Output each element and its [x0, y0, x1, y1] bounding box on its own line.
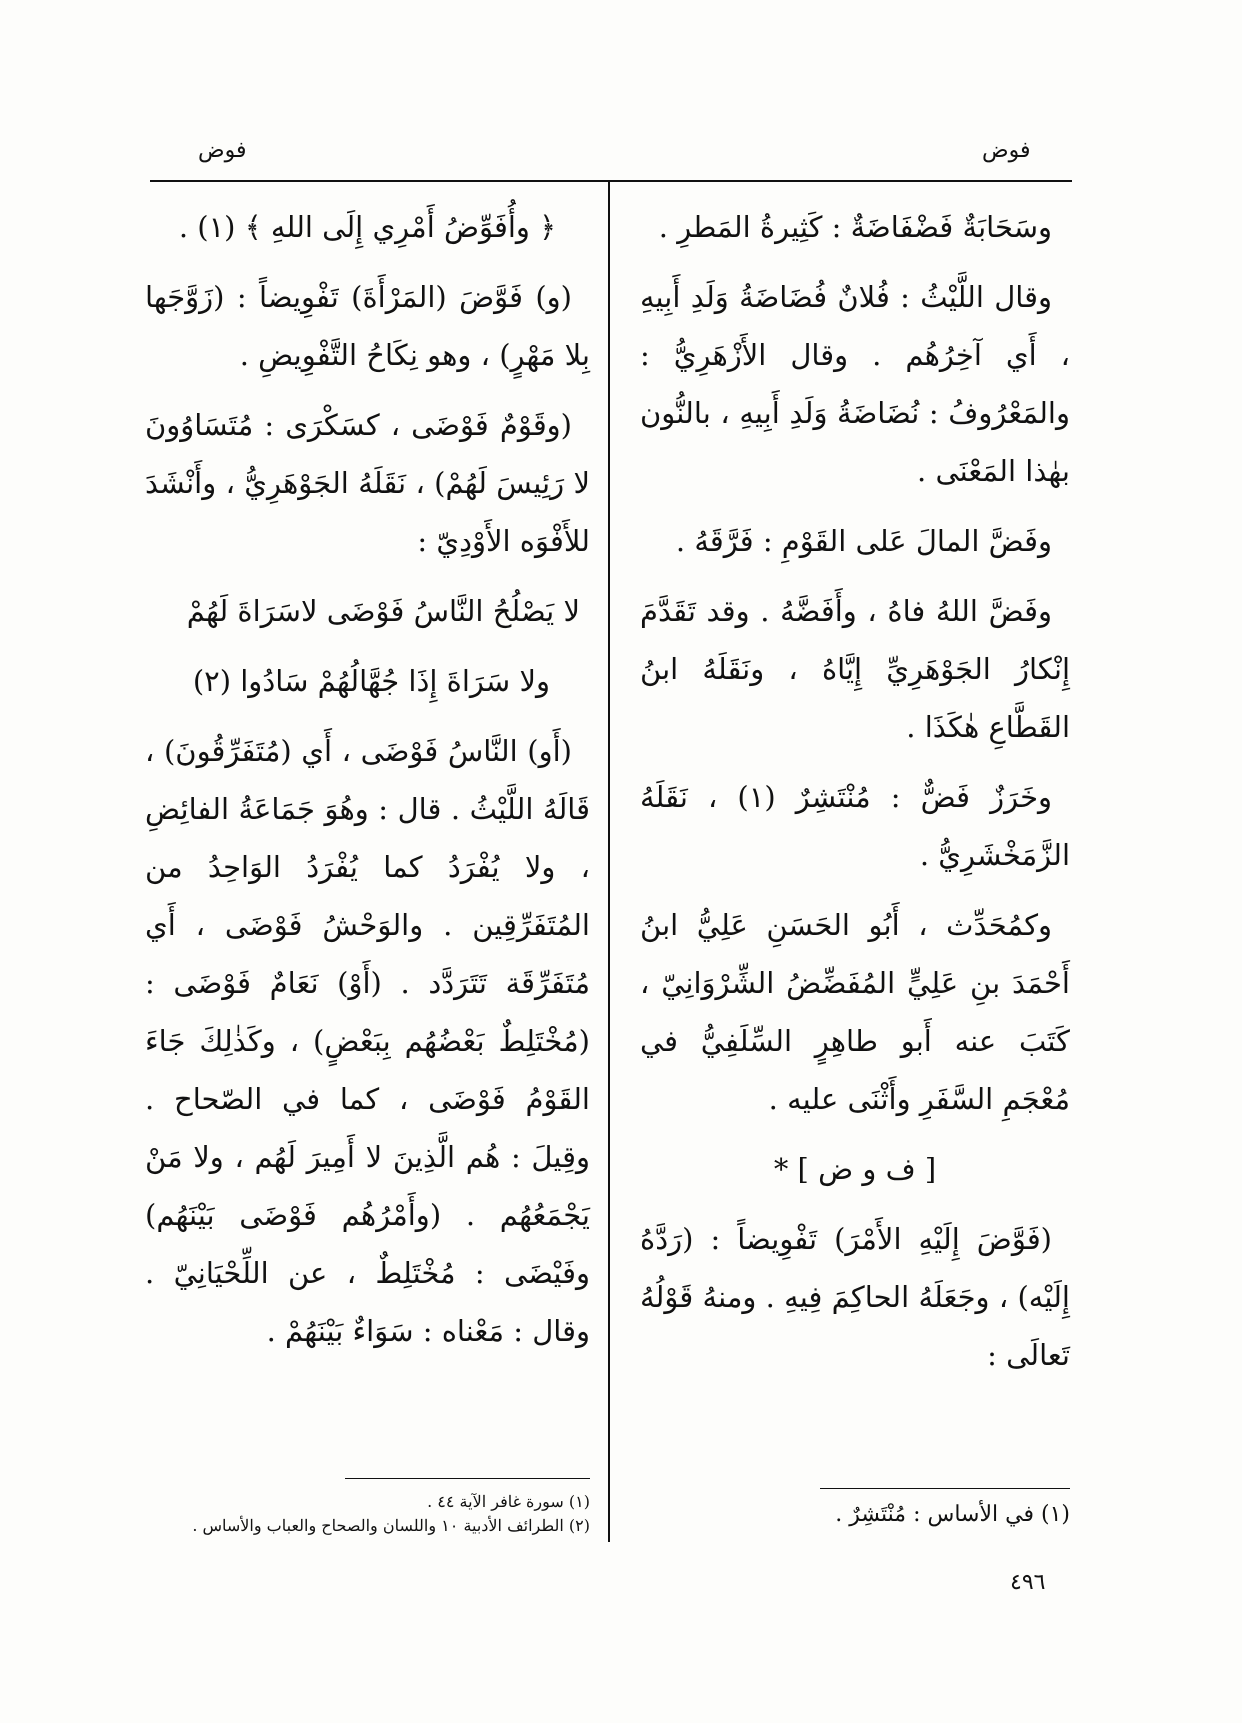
poem-verse-2: ولا سَرَاةَ إِذَا جُهَّالُهُمْ سَادُوا (٢) — [192, 664, 550, 698]
column-divider — [608, 182, 610, 1542]
paragraph: وكمُحَدِّث ، أَبُو الحَسَنِ عَلِيُّ ابنُ أَحْمَدَ بنِ عَلِيٍّ المُفَضِّضُ الشِّرْوَانِيّ ، كَتَبَ عنه أَبو طاهِرٍ السِّلَفِيُّ في مُعْجَمِ السَّفَرِ وأَثْنَى عليه . — [640, 908, 1070, 1116]
running-header-right: فوض — [982, 138, 1031, 163]
header-rule — [150, 180, 1072, 182]
paragraph: وفَضَّ اللهُ فاهُ ، وأَفَضَّهُ . وقد تَقَدَّمَ إِنْكارُ الجَوْهَرِيِّ إِيَّاهُ ، ونَقَلَهُ ابنُ القَطَّاعِ هٰكَذَا . — [640, 594, 1070, 744]
poem-verse-1: لا يَصْلُحُ النَّاسُ فَوْضَى لاسَرَاةَ لَهُمْ — [186, 594, 580, 628]
paragraph: (وقَوْمٌ فَوْضَى ، كسَكْرَى : مُتَسَاوُونَ لا رَئِيسَ لَهُمْ) ، نَقَلَهُ الجَوْهَرِيُّ ، وأَنْشَدَ للأَفْوَه الأَوْدِيّ : — [145, 408, 590, 558]
footnote-right: (١) في الأساس : مُنْتَشِرٌ . — [835, 1502, 1070, 1527]
footnote-rule-left — [345, 1478, 590, 1479]
footnote: (٢) الطرائف الأدبية ١٠ واللسان والصحاح والعباب والأساس . — [192, 1516, 590, 1535]
paragraph: وقال اللَّيْثُ : فُلانٌ فُضَاضَةُ وَلَدِ أَبِيهِ ، أَي آخِرُهُم . وقال الأَزْهَرِيُّ : والمَعْرُوفُ : نُضَاضَةُ وَلَدِ أَبِيهِ ، بالنُّون بهٰذا المَعْنَى . — [640, 280, 1070, 488]
footnotes-left — [145, 1490, 590, 1538]
footnote: (١) سورة غافر الآية ٤٤ . — [427, 1492, 590, 1511]
running-header-left: فوض — [198, 138, 247, 163]
paragraph: وفَضَّ المالَ عَلى القَوْمِ : فَرَّقَهُ . — [675, 524, 1052, 558]
paragraph: (أَو) النَّاسُ فَوْضَى ، أَي (مُتَفَرِّقُونَ) ، قَالَهُ اللَّيْثُ . قال : وهُوَ جَمَاعَةُ الفائِضِ ، ولا يُفْرَدُ كما يُفْرَدُ الوَاحِدُ من المُتَفَرِّقِين . والوَحْشُ فَوْضَى ، أَي مُتَفَرِّقَة تَتَرَدَّد . (أَوْ) نَعَامٌ فَوْضَى : (مُخْتَلِطٌ بَعْضُهُم بِبَعْضٍ) ، وكَذٰلِكَ جَاءَ القَوْمُ فَوْضَى ، كما في الصّحاح . وقِيلَ : هُم الَّذِينَ لا أَمِيرَ لَهُم ، ولا مَنْ يَجْمَعُهُم . (وأَمْرُهُم فَوْضَى بَيْنَهُم) وفَيْضَى : مُخْتَلِطٌ ، عن اللِّحْيَانِيّ . وقال : مَعْناه : سَوَاءٌ بَيْنَهُمْ . — [145, 734, 590, 1348]
left-column — [145, 198, 590, 1372]
section-heading: [ ف و ض ] * — [773, 1152, 937, 1186]
footnote-rule-right — [820, 1488, 1070, 1489]
paragraph: وخَرَزٌ فَضٌّ : مُنْتَشِرٌ (١) ، نَقَلَهُ الزَّمَخْشَرِيُّ . — [640, 780, 1070, 872]
right-column — [640, 198, 1070, 1396]
page-number: ٤٩٦ — [1010, 1570, 1046, 1595]
paragraph: وسَحَابَةٌ فَضْفَاضَةٌ : كَثِيرةُ المَطرِ . — [658, 210, 1052, 244]
paragraph: (و) فَوَّضَ (المَرْأَةَ) تَفْوِيضاً : (زَوَّجَها بِلا مَهْرٍ) ، وهو نِكَاحُ التَّفْوِيضِ . — [145, 280, 590, 372]
quran-quote: ﴿ وأُفَوِّضُ أَمْرِي إِلَى اللهِ ﴾ (١) . — [178, 210, 557, 244]
paragraph: (فَوَّضَ إِلَيْهِ الأَمْرَ) تَفْوِيضاً : (رَدَّهُ إِلَيْه) ، وجَعَلَهُ الحاكِمَ فِيهِ . ومنهُ قَوْلُهُ تَعالَى : — [640, 1222, 1070, 1372]
